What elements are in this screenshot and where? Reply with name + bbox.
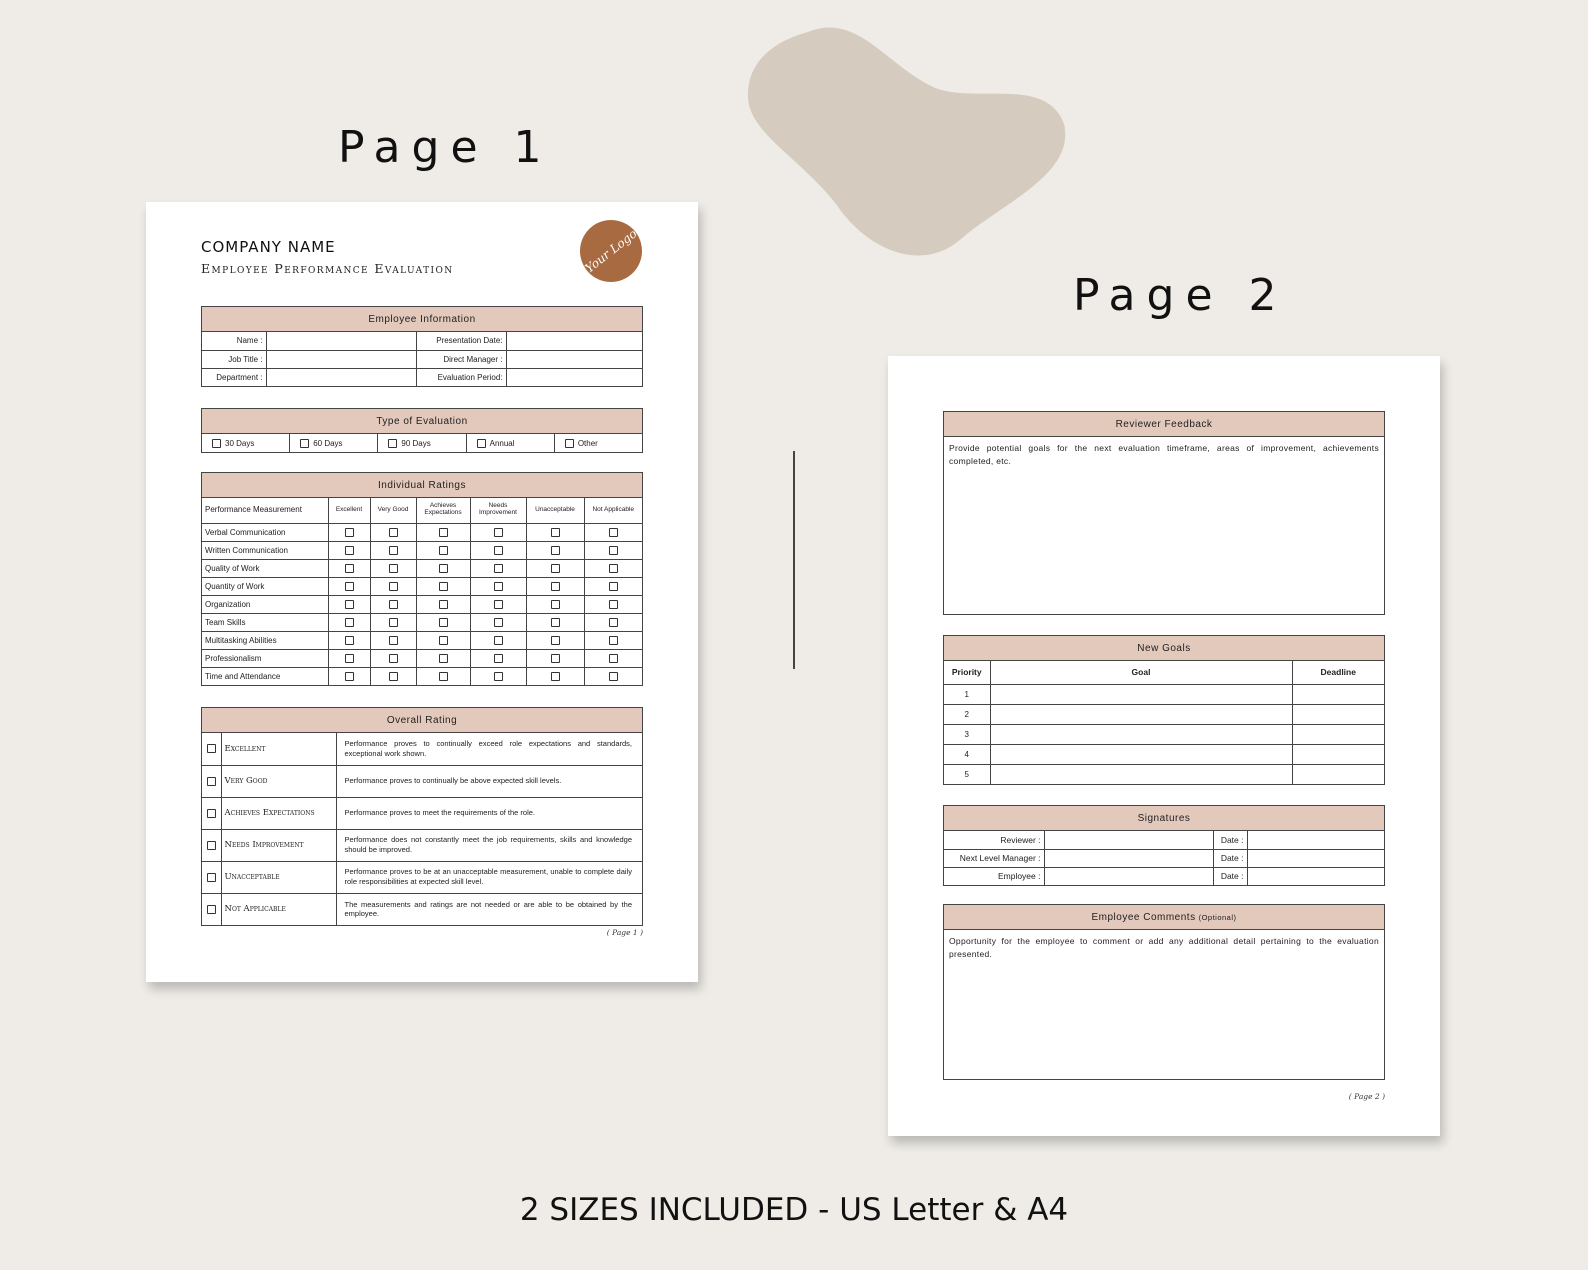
deadline-field[interactable] [1292,684,1384,704]
field-label: Presentation Date: [416,332,506,350]
logo-text: Your Logo [582,226,640,276]
column-header: Very Good [370,498,416,523]
table-row [202,559,642,577]
rating-checkbox[interactable] [439,654,448,663]
rating-checkbox[interactable] [494,618,503,627]
rating-checkbox[interactable] [345,618,354,627]
rating-checkbox[interactable] [551,654,560,663]
table-row [202,350,642,368]
overall-label: Not Applicable [221,893,336,925]
employee-comments-section [943,904,1385,1080]
rating-checkbox[interactable] [345,600,354,609]
column-header: Achieves Expectations [416,498,470,523]
rating-cell [328,613,370,631]
rating-checkbox[interactable] [439,600,448,609]
rating-cell [328,595,370,613]
table-row [944,867,1384,885]
overall-label: Very Good [221,765,336,797]
rating-checkbox[interactable] [494,636,503,645]
rating-cell [526,667,584,685]
date-label: Date : [1213,849,1247,867]
rating-cell [328,631,370,649]
table-row [202,733,642,765]
page-number: ( Page 1 ) [606,928,643,937]
rating-checkbox[interactable] [439,546,448,555]
rating-checkbox[interactable] [609,600,618,609]
rating-checkbox[interactable] [345,672,354,681]
overall-checkbox[interactable] [207,809,216,818]
field-label: Evaluation Period: [416,368,506,386]
field-label: Job Title : [202,350,266,368]
goals-table [944,661,1384,784]
deadline-field[interactable] [1292,724,1384,744]
rating-cell [470,577,526,595]
rating-cell [416,613,470,631]
table-row [202,829,642,861]
date-label: Date : [1213,831,1247,849]
overall-description: Performance proves to be at an unacceptable measurement, unable to complete daily role responsibilities at expected skill level. [336,861,642,893]
rating-checkbox[interactable] [551,636,560,645]
column-header: Not Applicable [584,498,642,523]
rating-checkbox[interactable] [389,600,398,609]
decorative-blob [746,24,1068,260]
measurement-label: Organization [202,595,328,613]
rating-checkbox[interactable] [494,654,503,663]
priority-number: 1 [944,684,990,704]
option-annual[interactable] [466,434,554,452]
overall-description: Performance proves to continually be above expected skill levels. [336,765,642,797]
rating-cell [328,523,370,541]
page-2-sheet [888,356,1440,1136]
rating-cell [584,577,642,595]
rating-cell [328,541,370,559]
overall-label: Achieves Expectations [221,797,336,829]
rating-cell [470,523,526,541]
table-row [202,368,642,386]
employee-comments-text[interactable]: Opportunity for the employee to comment or add any additional detail pertaining to the evaluation presented. [949,936,1379,959]
measurement-label: Written Communication [202,541,328,559]
rating-cell [584,649,642,667]
table-row [202,861,642,893]
rating-cell [416,559,470,577]
option-30-days[interactable] [202,434,289,452]
table-row [944,744,1384,764]
page-number: ( Page 2 ) [1348,1092,1385,1101]
overall-checkbox[interactable] [207,873,216,882]
checkbox[interactable] [565,439,574,448]
rating-checkbox[interactable] [439,564,448,573]
measurement-label: Professionalism [202,649,328,667]
rating-checkbox[interactable] [551,528,560,537]
rating-checkbox[interactable] [609,564,618,573]
option-label: 60 Days [313,438,343,448]
rating-checkbox[interactable] [389,618,398,627]
checkbox[interactable] [388,439,397,448]
rating-cell [328,667,370,685]
checkbox[interactable] [212,439,221,448]
overall-rating-table [202,733,642,925]
deadline-field[interactable] [1292,744,1384,764]
rating-cell [328,559,370,577]
rating-checkbox[interactable] [494,546,503,555]
rating-cell [370,577,416,595]
page-2-label: Page 2 [1073,270,1288,321]
rating-checkbox[interactable] [439,528,448,537]
document-title: Employee Performance Evaluation [201,261,454,276]
department-field[interactable] [266,368,416,386]
rating-checkbox[interactable] [389,546,398,555]
rating-cell [584,631,642,649]
rating-cell [370,613,416,631]
option-label: Other [577,438,598,448]
rating-cell [584,595,642,613]
individual-ratings-section [201,472,643,686]
signature-role: Employee : [944,867,1044,885]
signature-field[interactable] [1044,831,1213,849]
table-row [202,577,642,595]
presentation-date-field[interactable] [506,332,642,350]
rating-cell [470,631,526,649]
rating-checkbox[interactable] [389,654,398,663]
direct-manager-field[interactable] [506,350,642,368]
employee-info-section [201,306,643,387]
rating-checkbox[interactable] [345,582,354,591]
priority-number: 5 [944,764,990,784]
rating-checkbox[interactable] [345,564,354,573]
rating-cell [584,523,642,541]
column-header: Unacceptable [526,498,584,523]
ratings-table [202,498,642,685]
field-label: Direct Manager : [416,350,506,368]
overall-label: Needs Improvement [221,829,336,861]
field-label: Department : [202,368,266,386]
rating-checkbox[interactable] [389,672,398,681]
evaluation-type-header: Type of Evaluation [202,409,642,434]
reviewer-feedback-text[interactable]: Provide potential goals for the next evaluation timeframe, areas of improvement, achievements completed, etc. [949,443,1379,466]
goals-header-row [944,661,1384,684]
job-title-field[interactable] [266,350,416,368]
rating-cell [526,559,584,577]
table-row [202,765,642,797]
table-row [202,667,642,685]
goal-field[interactable] [990,724,1292,744]
option-60-days[interactable] [289,434,377,452]
rating-checkbox[interactable] [439,672,448,681]
rating-cell [526,595,584,613]
new-goals-section [943,635,1385,785]
column-header: Goal [990,661,1292,684]
rating-cell [370,631,416,649]
evaluation-period-field[interactable] [506,368,642,386]
rating-cell [526,631,584,649]
rating-cell [584,667,642,685]
rating-checkbox[interactable] [609,546,618,555]
rating-cell [416,541,470,559]
option-label: 30 Days [225,438,255,448]
evaluation-type-section [201,408,643,453]
table-row [202,631,642,649]
name-field[interactable] [266,332,416,350]
overall-label: Unacceptable [221,861,336,893]
rating-checkbox[interactable] [609,654,618,663]
rating-checkbox[interactable] [389,528,398,537]
rating-cell [526,649,584,667]
signature-field[interactable] [1044,867,1213,885]
measurement-label: Time and Attendance [202,667,328,685]
rating-cell [416,577,470,595]
measurement-label: Verbal Communication [202,523,328,541]
checkbox-cell [202,829,221,861]
reviewer-feedback-section [943,411,1385,615]
overall-checkbox[interactable] [207,744,216,753]
checkbox[interactable] [300,439,309,448]
new-goals-header: New Goals [944,636,1384,661]
goal-field[interactable] [990,744,1292,764]
rating-checkbox[interactable] [439,636,448,645]
rating-checkbox[interactable] [389,582,398,591]
rating-checkbox[interactable] [494,564,503,573]
rating-cell [370,541,416,559]
option-other[interactable] [554,434,642,452]
goal-field[interactable] [990,684,1292,704]
rating-checkbox[interactable] [609,528,618,537]
rating-checkbox[interactable] [551,600,560,609]
rating-checkbox[interactable] [345,528,354,537]
rating-checkbox[interactable] [345,546,354,555]
goal-field[interactable] [990,704,1292,724]
rating-cell [584,613,642,631]
date-label: Date : [1213,867,1247,885]
reviewer-feedback-header: Reviewer Feedback [944,412,1384,437]
ratings-header-row [202,498,642,523]
table-row [202,893,642,925]
checkbox-cell [202,765,221,797]
rating-cell [526,523,584,541]
overall-description: Performance does not constantly meet the job requirements, skills and knowledge should be improved. [336,829,642,861]
employee-comments-header [944,905,1384,930]
rating-cell [470,595,526,613]
rating-checkbox[interactable] [494,528,503,537]
rating-checkbox[interactable] [609,672,618,681]
rating-cell [526,541,584,559]
column-header: Excellent [328,498,370,523]
table-row [944,831,1384,849]
rating-checkbox[interactable] [609,636,618,645]
overall-description: Performance proves to continually exceed role expectations and standards, exceptional work shown. [336,733,642,765]
overall-label: Excellent [221,733,336,765]
rating-cell [584,541,642,559]
option-label: Annual [489,438,515,448]
optional-note: (Optional) [1198,912,1237,922]
rating-cell [328,649,370,667]
signature-field[interactable] [1044,849,1213,867]
rating-checkbox[interactable] [609,582,618,591]
rating-checkbox[interactable] [389,564,398,573]
rating-checkbox[interactable] [551,618,560,627]
rating-checkbox[interactable] [551,546,560,555]
rating-cell [416,595,470,613]
measurement-label: Team Skills [202,613,328,631]
column-header: Priority [944,661,990,684]
table-row [944,724,1384,744]
page-1-sheet [146,202,698,982]
priority-number: 4 [944,744,990,764]
overall-rating-header: Overall Rating [202,708,642,733]
employee-info-table [202,332,642,386]
rating-checkbox[interactable] [494,672,503,681]
rating-checkbox[interactable] [551,672,560,681]
individual-ratings-header: Individual Ratings [202,473,642,498]
page-1-label: Page 1 [338,122,553,173]
column-header: Deadline [1292,661,1384,684]
rating-cell [416,667,470,685]
rating-cell [526,577,584,595]
rating-cell [470,541,526,559]
table-row [944,704,1384,724]
overall-description: The measurements and ratings are not needed or are able to be obtained by the employee. [336,893,642,925]
rating-checkbox[interactable] [439,582,448,591]
checkbox[interactable] [477,439,486,448]
overall-checkbox[interactable] [207,777,216,786]
table-row [944,849,1384,867]
rating-cell [370,649,416,667]
rating-checkbox[interactable] [345,636,354,645]
signature-role: Next Level Manager : [944,849,1044,867]
goal-field[interactable] [990,764,1292,784]
rating-cell [470,613,526,631]
rating-cell [526,613,584,631]
checkbox-cell [202,797,221,829]
rating-checkbox[interactable] [551,582,560,591]
column-header: Performance Measurement [202,498,328,523]
date-field[interactable] [1247,831,1384,849]
logo-placeholder [567,207,654,294]
rating-checkbox[interactable] [494,582,503,591]
rating-cell [416,649,470,667]
sizes-caption: 2 SIZES INCLUDED - US Letter & A4 [519,1192,1069,1228]
priority-number: 3 [944,724,990,744]
option-90-days[interactable] [377,434,465,452]
table-row [202,332,642,350]
checkbox-cell [202,733,221,765]
rating-cell [370,523,416,541]
signatures-section [943,805,1385,886]
table-row [202,649,642,667]
table-row [202,523,642,541]
rating-cell [328,577,370,595]
rating-cell [370,595,416,613]
deadline-field[interactable] [1292,764,1384,784]
measurement-label: Multitasking Abilities [202,631,328,649]
rating-cell [470,667,526,685]
table-row [202,541,642,559]
table-row [202,797,642,829]
field-label: Name : [202,332,266,350]
rating-checkbox[interactable] [609,618,618,627]
priority-number: 2 [944,704,990,724]
rating-cell [470,649,526,667]
rating-cell [416,631,470,649]
rating-checkbox[interactable] [494,600,503,609]
checkbox-cell [202,893,221,925]
evaluation-type-options [202,434,642,452]
table-row [202,595,642,613]
checkbox-cell [202,861,221,893]
overall-checkbox[interactable] [207,905,216,914]
signatures-table [944,831,1384,885]
rating-cell [370,667,416,685]
rating-cell [470,559,526,577]
table-row [944,764,1384,784]
company-name: COMPANY NAME [201,238,336,256]
table-row [944,684,1384,704]
overall-checkbox[interactable] [207,841,216,850]
deadline-field[interactable] [1292,704,1384,724]
option-label: 90 Days [401,438,431,448]
rating-cell [584,559,642,577]
date-field[interactable] [1247,849,1384,867]
overall-rating-section [201,707,643,926]
rating-cell [416,523,470,541]
date-field[interactable] [1247,867,1384,885]
employee-comments-title: Employee Comments [1091,911,1196,923]
signatures-header: Signatures [944,806,1384,831]
rating-checkbox[interactable] [551,564,560,573]
overall-description: Performance proves to meet the requirements of the role. [336,797,642,829]
rating-checkbox[interactable] [389,636,398,645]
table-row [202,613,642,631]
measurement-label: Quantity of Work [202,577,328,595]
rating-checkbox[interactable] [345,654,354,663]
signature-role: Reviewer : [944,831,1044,849]
rating-checkbox[interactable] [439,618,448,627]
measurement-label: Quality of Work [202,559,328,577]
rating-cell [370,559,416,577]
column-header: Needs Improvement [470,498,526,523]
vertical-divider [793,451,795,669]
employee-info-header: Employee Information [202,307,642,332]
